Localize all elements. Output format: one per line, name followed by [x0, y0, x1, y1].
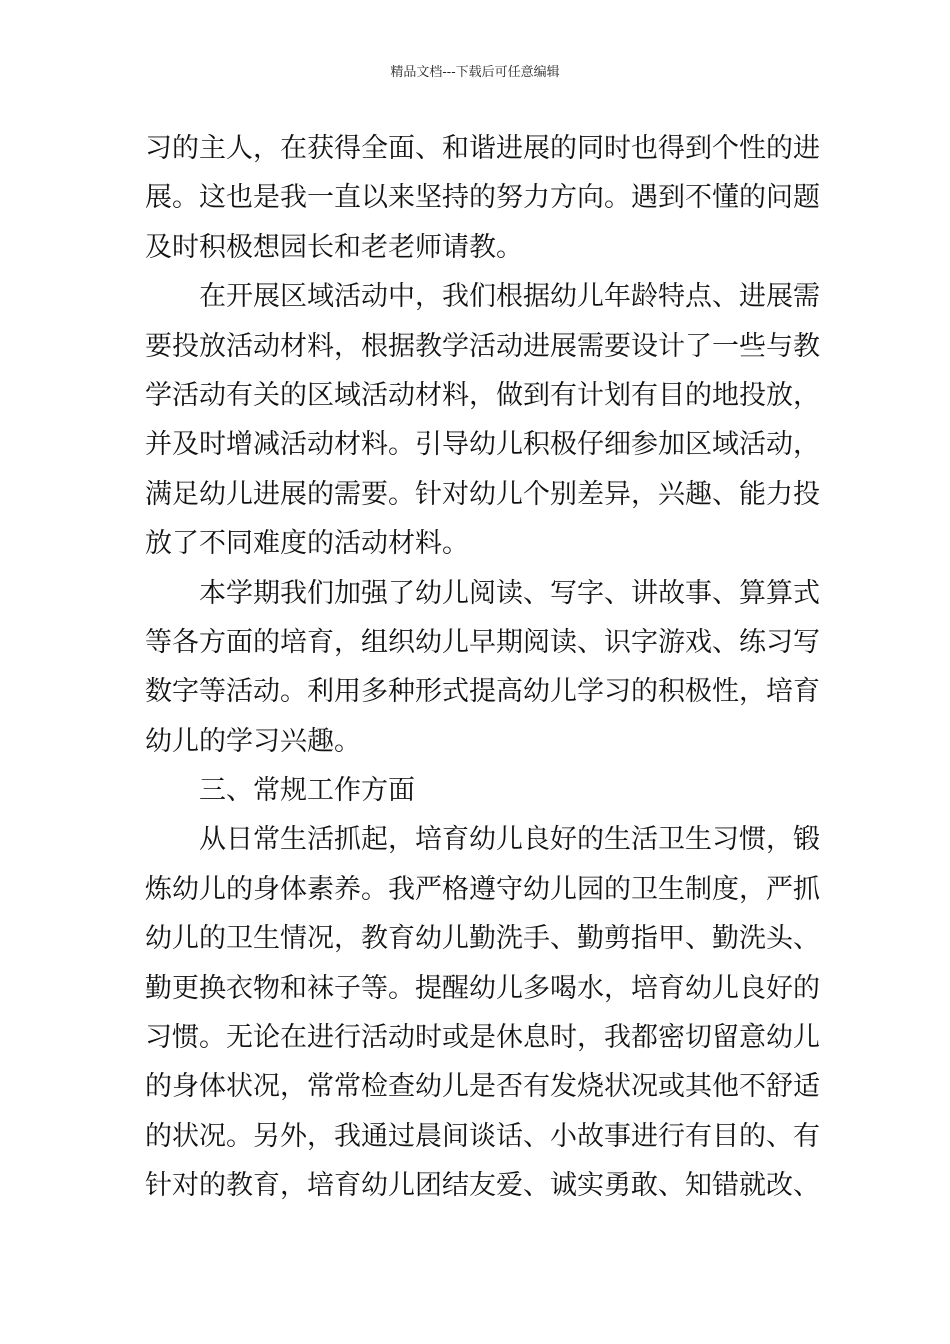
text-line: 展。这也是我一直以来坚持的努力方向。遇到不懂的问题: [145, 182, 820, 214]
paragraph-first-line: 在开展区域活动中，我们根据幼儿年龄特点、进展需: [199, 281, 820, 313]
text-line: 的状况。另外，我通过晨间谈话、小故事进行有目的、有: [145, 1120, 820, 1152]
document-body: [145, 124, 820, 1211]
text-line: 勤更换衣物和袜子等。提醒幼儿多喝水，培育幼儿良好的: [145, 972, 820, 1004]
text-line: 学活动有关的区域活动材料，做到有计划有目的地投放，: [145, 379, 820, 411]
text-line: 放了不同难度的活动材料。: [145, 528, 469, 560]
text-line: 满足幼儿进展的需要。针对幼儿个别差异，兴趣、能力投: [145, 478, 820, 510]
text-line: 及时积极想园长和老老师请教。: [145, 231, 523, 263]
text-line: 炼幼儿的身体素养。我严格遵守幼儿园的卫生制度，严抓: [145, 873, 820, 905]
paragraph-first-line: 本学期我们加强了幼儿阅读、写字、讲故事、算算式: [199, 577, 820, 609]
text-line: 针对的教育，培育幼儿团结友爱、诚实勇敢、知错就改、: [145, 1170, 820, 1202]
text-line: 并及时增减活动材料。引导幼儿积极仔细参加区域活动，: [145, 429, 820, 461]
text-line: 习惯。无论在进行活动时或是休息时，我都密切留意幼儿: [145, 1022, 820, 1054]
text-line: 等各方面的培育，组织幼儿早期阅读、识字游戏、练习写: [145, 626, 820, 658]
section-heading: 三、常规工作方面: [199, 775, 415, 807]
text-line: 习的主人，在获得全面、和谐进展的同时也得到个性的进: [145, 133, 820, 164]
text-line: 的身体状况，常常检查幼儿是否有发烧状况或其他不舒适: [145, 1071, 820, 1103]
text-line: 幼儿的学习兴趣。: [145, 725, 361, 757]
text-line: 数字等活动。利用多种形式提高幼儿学习的积极性，培育: [145, 676, 820, 708]
text-line: 幼儿的卫生情况，教育幼儿勤洗手、勤剪指甲、勤洗头、: [145, 923, 820, 955]
paragraph-first-line: 从日常生活抓起，培育幼儿良好的生活卫生习惯，锻: [199, 824, 820, 856]
page-header: 精品文档---下载后可任意编辑: [390, 65, 560, 80]
text-line: 要投放活动材料，根据教学活动进展需要设计了一些与教: [145, 330, 820, 362]
